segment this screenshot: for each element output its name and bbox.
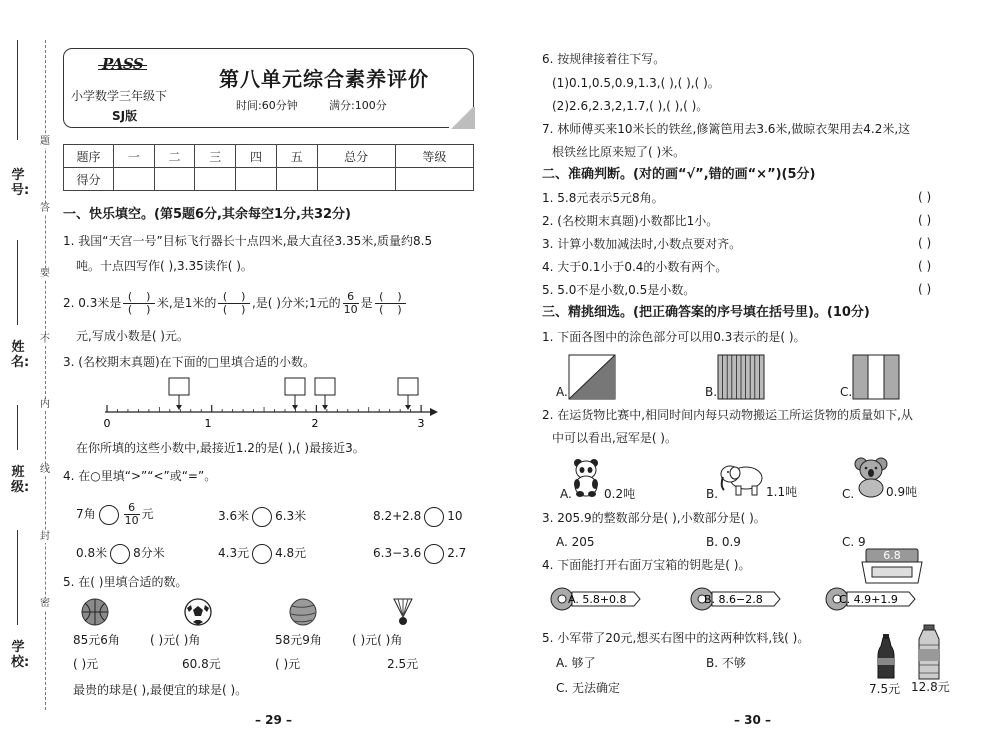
shaded-square-ten-strips xyxy=(717,354,765,400)
compare-item: 3.6米 6.3米 xyxy=(218,506,306,527)
page-number: – 29 – xyxy=(255,713,293,727)
c2-line2: 中可以看出,冠军是( )。 xyxy=(552,431,677,445)
answer-box[interactable] xyxy=(285,378,305,410)
exam-header xyxy=(63,48,474,128)
judge-answer[interactable]: ( ) xyxy=(918,213,932,227)
class-label: 班级: xyxy=(11,465,30,495)
table-cell: 等级 xyxy=(395,145,473,168)
judge-item: 4. 大于0.1小于0.4的小数有两个。 xyxy=(542,260,728,274)
seal-char: 密 xyxy=(40,598,50,609)
option-b[interactable]: B. xyxy=(705,385,718,399)
soccer-ball-icon xyxy=(183,597,213,627)
section-1-heading: 一、快乐填空。(第5题6分,其余每空1分,共32分) xyxy=(63,207,351,222)
fraction-six-tenths: $\frac{6}{10}$ xyxy=(343,290,358,316)
exam-title: 第八单元综合素养评价 xyxy=(219,67,429,91)
seal-char: 答 xyxy=(40,203,50,214)
page-number: – 30 – xyxy=(734,713,772,727)
seal-char: 线 xyxy=(40,464,50,475)
edition-label: SJ版 xyxy=(112,109,138,123)
c1-prompt: 1. 下面各图中的涂色部分可以用0.3表示的是( )。 xyxy=(542,330,806,344)
table-row xyxy=(64,168,474,191)
seal-char: 封 xyxy=(40,531,50,542)
judge-item: 2. (名校期末真题)小数都比1小。 xyxy=(542,214,719,228)
basketball-icon xyxy=(80,597,110,627)
shuttlecock-icon xyxy=(390,597,416,627)
water-bottle-icon xyxy=(915,625,943,681)
table-cell: 三 xyxy=(195,145,236,168)
ball-price: 60.8元 xyxy=(182,657,221,671)
ball-price: ( )元 xyxy=(73,657,99,671)
pass-logo: PASS xyxy=(102,55,144,73)
score-input-cell[interactable] xyxy=(317,168,395,191)
elephant-icon xyxy=(718,460,766,496)
score-input-cell[interactable] xyxy=(276,168,317,191)
score-input-cell[interactable] xyxy=(195,168,236,191)
section-3-heading: 三、精挑细选。(把正确答案的序号填在括号里)。(10分) xyxy=(542,305,870,320)
table-cell: 二 xyxy=(154,145,195,168)
option-a[interactable]: A. xyxy=(560,487,572,501)
option-a[interactable]: A. 205 xyxy=(556,535,595,549)
score-input-cell[interactable] xyxy=(395,168,473,191)
seal-char: 要 xyxy=(40,268,50,279)
option-c[interactable]: C. xyxy=(840,385,853,399)
q4-prompt: 4. 在○里填“>”“<”或“=”。 xyxy=(63,469,217,483)
seal-char: 内 xyxy=(40,399,50,410)
answer-box[interactable] xyxy=(398,378,418,410)
binding-strip xyxy=(0,40,60,710)
option-a[interactable]: A. 够了 xyxy=(556,656,596,670)
student-id-label: 学号: xyxy=(11,168,30,198)
compare-circle[interactable] xyxy=(110,544,130,564)
option-c[interactable]: C. 9 xyxy=(842,535,866,549)
fraction-blank[interactable]: $\frac{( )}{( )}$ xyxy=(219,290,249,316)
box-number: 6.8 xyxy=(883,549,901,562)
full-score: 满分:100分 xyxy=(329,99,387,112)
treasure-box-icon xyxy=(860,548,924,584)
compare-circle[interactable] xyxy=(252,544,272,564)
option-a[interactable]: A. xyxy=(556,385,568,399)
grade-subtitle: 小学数学三年级下 xyxy=(71,89,168,103)
table-cell: 得分 xyxy=(64,168,114,191)
table-cell: 四 xyxy=(236,145,277,168)
drink-price: 12.8元 xyxy=(911,680,950,694)
option-c[interactable]: C. 无法确定 xyxy=(556,681,621,695)
score-input-cell[interactable] xyxy=(114,168,155,191)
judge-answer[interactable]: ( ) xyxy=(918,282,932,296)
animal-load: 0.2吨 xyxy=(604,487,636,501)
q6-part1: (1)0.1,0.5,0.9,1.3,( ),( ),( )。 xyxy=(552,76,720,90)
drink-price: 7.5元 xyxy=(869,682,901,696)
compare-circle[interactable] xyxy=(99,505,119,525)
ball-price: 85元6角 xyxy=(73,633,120,647)
shaded-square-thirds xyxy=(852,354,900,400)
option-b[interactable]: B. xyxy=(706,487,719,501)
judge-answer[interactable]: ( ) xyxy=(918,190,932,204)
answer-box[interactable] xyxy=(315,378,335,410)
c2-line1: 2. 在运货物比赛中,相同时间内每只动物搬运工所运货物的质量如下,从 xyxy=(542,408,913,422)
name-label: 姓名: xyxy=(11,340,30,370)
tick-label: 2 xyxy=(311,417,319,430)
shaded-square-diagonal xyxy=(568,354,616,400)
q6-prompt: 6. 按规律接着往下写。 xyxy=(542,52,666,66)
ball-price: 2.5元 xyxy=(387,657,419,671)
judge-answer[interactable]: ( ) xyxy=(918,236,932,250)
q3-prompt: 3. (名校期末真题)在下面的□里填合适的小数。 xyxy=(63,355,315,369)
fraction-blank[interactable]: $\frac{( )}{( )}$ xyxy=(124,290,154,316)
compare-circle[interactable] xyxy=(424,544,444,564)
ball-price: ( )元( )角 xyxy=(352,633,403,647)
animal-load: 1.1吨 xyxy=(766,485,798,499)
q1-line2: 吨。十点四写作( ),3.35读作( )。 xyxy=(76,259,253,273)
key-label: A. 5.8+0.8 xyxy=(568,593,627,606)
school-label: 学校: xyxy=(11,640,30,670)
q5-prompt: 5. 在( )里填合适的数。 xyxy=(63,575,188,589)
judge-item: 1. 5.8元表示5元8角。 xyxy=(542,191,664,205)
time-limit: 时间:60分钟 xyxy=(236,99,298,112)
q7-line1: 7. 林师傅买来10米长的铁丝,修篱笆用去3.6米,做晾衣架用去4.2米,这 xyxy=(542,122,911,136)
table-cell: 总分 xyxy=(317,145,395,168)
q1-line1: 1. 我国“天宫一号”目标飞行器长十点四米,最大直径3.35米,质量约8.5 xyxy=(63,234,433,248)
animal-load: 0.9吨 xyxy=(886,485,918,499)
c3-prompt: 3. 205.9的整数部分是( ),小数部分是( )。 xyxy=(542,511,766,525)
seal-char: 题 xyxy=(40,136,50,147)
tick-label: 0 xyxy=(103,417,111,430)
score-input-cell[interactable] xyxy=(154,168,195,191)
table-cell: 一 xyxy=(114,145,155,168)
tick-label: 1 xyxy=(204,417,212,430)
ball-price: ( )元( )角 xyxy=(150,633,201,647)
key-label: C. 4.9+1.9 xyxy=(839,593,898,606)
c5-prompt: 5. 小军带了20元,想买右图中的这两种饮料,钱( )。 xyxy=(542,631,810,645)
compare-circle[interactable] xyxy=(252,507,272,527)
compare-item: 0.8米 8分米 xyxy=(76,543,165,564)
option-b[interactable]: B. 不够 xyxy=(706,656,746,670)
answer-box[interactable] xyxy=(169,378,189,410)
q7-line2: 根铁丝比原来短了( )米。 xyxy=(552,145,686,159)
compare-item: 6.3−3.6 2.7 xyxy=(373,543,466,564)
q5-line3: 最贵的球是( ),最便宜的球是( )。 xyxy=(73,683,248,697)
table-cell: 五 xyxy=(276,145,317,168)
koala-icon xyxy=(853,456,889,498)
compare-item: 4.3元 4.8元 xyxy=(218,543,306,564)
page-curl-icon xyxy=(449,107,475,129)
compare-item: 8.2+2.8 10 xyxy=(373,506,463,527)
volleyball-icon xyxy=(288,597,318,627)
option-c[interactable]: C. xyxy=(842,487,855,501)
number-line xyxy=(100,375,440,430)
judge-item: 5. 5.0不是小数,0.5是小数。 xyxy=(542,283,696,297)
c4-prompt: 4. 下面能打开右面万宝箱的钥匙是( )。 xyxy=(542,558,751,572)
score-input-cell[interactable] xyxy=(236,168,277,191)
page-30 xyxy=(500,0,1000,751)
ball-price: ( )元 xyxy=(275,657,301,671)
q2-line2: 元,写成小数是( )元。 xyxy=(76,329,189,343)
compare-circle[interactable] xyxy=(424,507,444,527)
key-icon[interactable] xyxy=(690,585,782,613)
judge-answer[interactable]: ( ) xyxy=(918,259,932,273)
panda-icon xyxy=(570,457,602,497)
key-icon[interactable] xyxy=(550,585,642,613)
fraction-blank[interactable]: $\frac{( )}{( )}$ xyxy=(375,290,406,316)
key-icon[interactable] xyxy=(825,585,917,613)
compare-item: 7角 $\frac{6}{10}$ 元 xyxy=(76,501,154,527)
section-2-heading: 二、准确判断。(对的画“√”,错的画“×”)(5分) xyxy=(542,167,816,182)
ball-price: 58元9角 xyxy=(275,633,322,647)
key-label: B. 8.6−2.8 xyxy=(704,593,763,606)
q3-line2: 在你所填的这些小数中,最接近1.2的是( ),( )最接近3。 xyxy=(76,441,365,455)
table-row xyxy=(64,145,474,168)
cola-bottle-icon xyxy=(875,634,897,680)
tick-label: 3 xyxy=(417,417,425,430)
score-table xyxy=(63,144,474,191)
q2-line1: 2. 0.3米是 $\frac{( )}{( )}$ 米,是1米的 $\frac{( )}{( )}$ ,是( )分米;1元的 $\frac{6}{10}$ 是 $\frac{( )}{( )}$ xyxy=(63,290,406,316)
table-cell: 题序 xyxy=(64,145,114,168)
seal-char: 不 xyxy=(40,334,50,345)
q6-part2: (2)2.6,2.3,2,1.7,( ),( ),( )。 xyxy=(552,99,709,113)
option-b[interactable]: B. 0.9 xyxy=(706,535,741,549)
judge-item: 3. 计算小数加减法时,小数点要对齐。 xyxy=(542,237,742,251)
